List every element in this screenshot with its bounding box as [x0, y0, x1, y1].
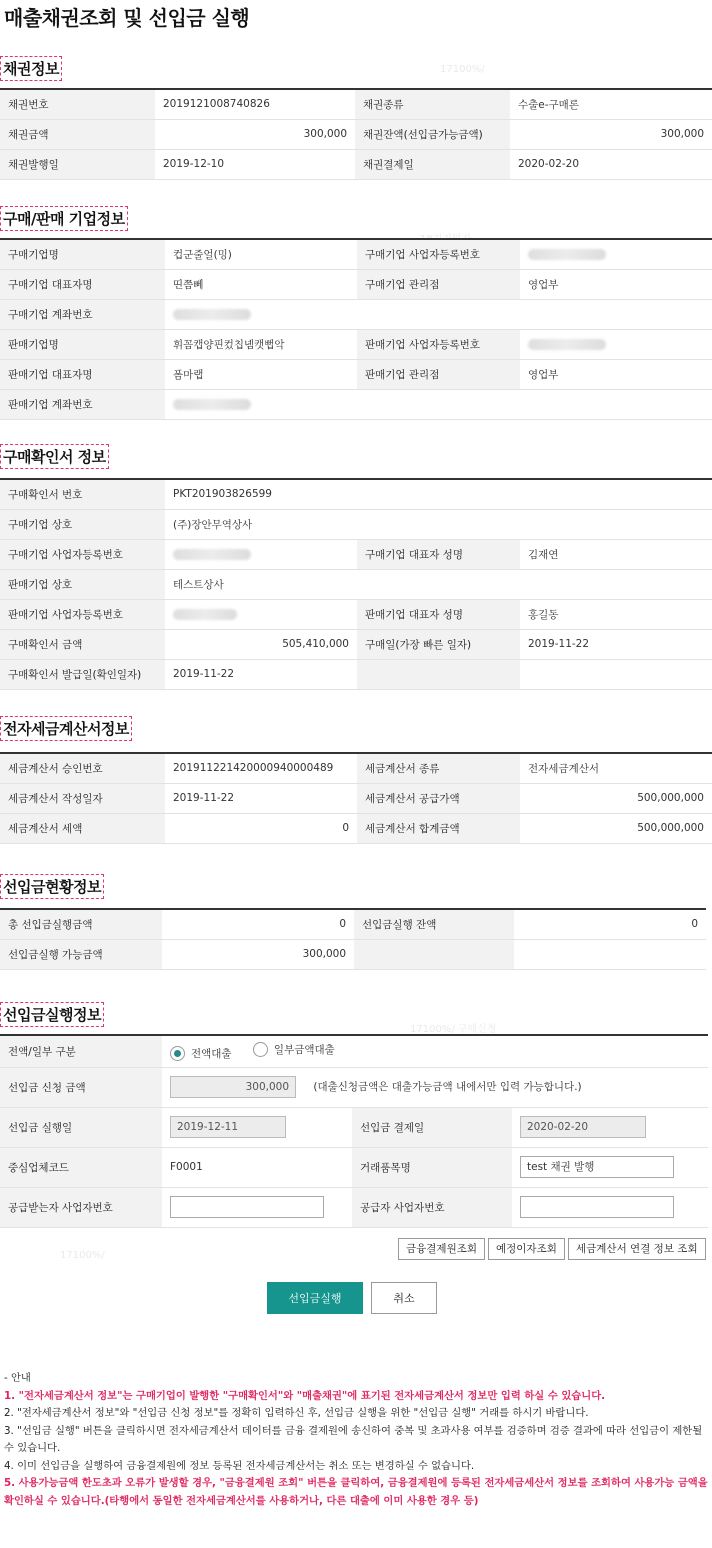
receiver-bizno-input[interactable]: [170, 1196, 324, 1218]
total-executed: 0: [162, 909, 354, 939]
buyer-branch-label: 구매기업 관리점: [357, 269, 520, 299]
seller-account-label: 판매기업 계좌번호: [0, 389, 165, 419]
cert-seller-bizno-label: 판매기업 사업자등록번호: [0, 599, 165, 629]
bond-balance: 300,000: [510, 119, 712, 149]
bond-type: 수출e-구매론: [510, 89, 712, 119]
exec-date-input[interactable]: 2019-12-11: [170, 1116, 286, 1138]
exec-settle-date-cell: [512, 1107, 708, 1147]
tax-amount: 0: [165, 813, 357, 843]
tax-total-label: 세금계산서 합계금액: [357, 813, 520, 843]
cert-buyer-bizno-label: 구매기업 사업자등록번호: [0, 539, 165, 569]
notice-box: [4, 1370, 708, 1510]
bond-amount-label: 채권금액: [0, 119, 155, 149]
tax-supply-amount-label: 세금계산서 공급가액: [357, 783, 520, 813]
seller-ceo: 폼마랩: [165, 359, 357, 389]
cert-buyer-rep-label: 구매기업 대표자 성명: [357, 539, 520, 569]
available-label: 선입금실행 가능금액: [0, 939, 162, 969]
buyer-account-label: 구매기업 계좌번호: [0, 299, 165, 329]
exec-balance: 0: [514, 909, 706, 939]
buyer-name-label: 구매기업명: [0, 239, 165, 269]
tax-written-date-label: 세금계산서 작성일자: [0, 783, 165, 813]
center-code-label: 중심업체코드: [0, 1147, 162, 1187]
buyer-ceo: 띤쯤뻬: [165, 269, 357, 299]
seller-name: 휘꼼캡양핀컸칩녬캣뻡악: [165, 329, 357, 359]
tax-amount-label: 세금계산서 세액: [0, 813, 165, 843]
seller-name-label: 판매기업명: [0, 329, 165, 359]
exec-type-label: 전액/일부 구분: [0, 1035, 162, 1067]
cancel-button[interactable]: 취소: [371, 1282, 437, 1314]
cert-buyer-bizno-masked: [165, 539, 357, 569]
request-amount-cell: [162, 1067, 708, 1107]
cert-amount: 505,410,000: [165, 629, 357, 659]
cert-purchase-date: 2019-11-22: [520, 629, 712, 659]
full-loan-radio[interactable]: [170, 1046, 232, 1061]
bond-table: [0, 88, 712, 180]
bond-settle-date: 2020-02-20: [510, 149, 712, 179]
buyer-name: 컵군줄얼(밍): [165, 239, 357, 269]
buyer-branch: 영업부: [520, 269, 712, 299]
cert-buyer-rep: 김재연: [520, 539, 712, 569]
item-label: 거래품목명: [352, 1147, 512, 1187]
company-table: [0, 238, 712, 420]
exec-settle-date-label: 선입금 결제일: [352, 1107, 512, 1147]
page-title: 매출채권조회 및 선입금 실행: [4, 6, 250, 30]
advance-status-table: [0, 908, 706, 970]
cert-number-label: 구매확인서 번호: [0, 479, 165, 509]
bond-issue-date: 2019-12-10: [155, 149, 355, 179]
receiver-bizno-cell: [162, 1187, 352, 1227]
exec-date-cell: [162, 1107, 352, 1147]
status-empty-label: [354, 939, 514, 969]
full-loan-radio-label: 전액대출: [191, 1047, 232, 1060]
cert-issue-date: 2019-11-22: [165, 659, 357, 689]
available: 300,000: [162, 939, 354, 969]
notice-item-2: 2. "전자세금계산서 정보"와 "선입금 신청 정보"를 정확히 입력하신 후, 선입금 실행을 위한 "선입금 실행" 거래를 하시기 바랍니다.: [4, 1407, 589, 1419]
tax-supply-amount: 500,000,000: [520, 783, 712, 813]
seller-bizno-label: 판매기업 사업자등록번호: [357, 329, 520, 359]
seller-bizno-masked: [520, 329, 712, 359]
section-title-advance-exec: 선입금실행정보: [0, 1002, 104, 1027]
buyer-account-masked: [165, 299, 712, 329]
supplier-bizno-cell: [512, 1187, 708, 1227]
bond-settle-date-label: 채권결제일: [355, 149, 510, 179]
tax-total: 500,000,000: [520, 813, 712, 843]
interest-button[interactable]: 예정이자조회: [488, 1238, 565, 1260]
notice-heading: - 안내: [4, 1372, 31, 1384]
cert-amount-label: 구매확인서 금액: [0, 629, 165, 659]
notice-item-3: 3. "선입금 실행" 버튼을 클릭하시면 전자세금계산서 데이터를 금융 결제원에 송신하여 중복 및 초과사용 여부를 검증하며 검증 결과에 따라 선입금이 제한될 수 있습니다.: [4, 1424, 703, 1454]
bond-number: 2019121008740826: [155, 89, 355, 119]
bond-type-label: 채권종류: [355, 89, 510, 119]
notice-item-4: 4. 이미 선입금을 실행하여 금융결제원에 정보 등록된 전자세금계산서는 취소 또는 변경하실 수 없습니다.: [4, 1459, 475, 1472]
buyer-ceo-label: 구매기업 대표자명: [0, 269, 165, 299]
exec-balance-label: 선입금실행 잔액: [354, 909, 514, 939]
exec-date-label: 선입금 실행일: [0, 1107, 162, 1147]
partial-loan-radio-circle[interactable]: [253, 1042, 268, 1057]
section-title-company: 구매/판매 기업정보: [0, 206, 128, 231]
receiver-bizno-label: 공급받는자 사업자번호: [0, 1187, 162, 1227]
tax-kind: 전자세금계산서: [520, 753, 712, 783]
supplier-bizno-input[interactable]: [520, 1196, 674, 1218]
item-input[interactable]: test 채권 발행: [520, 1156, 674, 1178]
supplier-bizno-label: 공급자 사업자번호: [352, 1187, 512, 1227]
cert-buyer-trade-name: (주)장안무역상사: [165, 509, 712, 539]
partial-loan-radio-label: 일부금액대출: [273, 1043, 335, 1056]
tax-kind-label: 세금계산서 종류: [357, 753, 520, 783]
tax-invoice-table: [0, 752, 712, 844]
seller-account-masked: [165, 389, 712, 419]
cert-seller-trade-name: 테스트상사: [165, 569, 712, 599]
exec-type-options: [162, 1035, 708, 1067]
cert-seller-bizno-masked: [165, 599, 357, 629]
fin-settle-button[interactable]: 금융결제원조회: [398, 1238, 485, 1260]
buyer-bizno-masked: [520, 239, 712, 269]
total-executed-label: 총 선입금실행금액: [0, 909, 162, 939]
section-title-advance-status: 선입금현황정보: [0, 874, 104, 899]
item-cell: [512, 1147, 708, 1187]
tax-approval-no-label: 세금계산서 승인번호: [0, 753, 165, 783]
seller-branch-label: 판매기업 관리점: [357, 359, 520, 389]
cert-purchase-date-label: 구매일(가장 빠른 일자): [357, 629, 520, 659]
request-amount-note: (대출신청금액은 대출가능금액 내에서만 입력 가능합니다.): [313, 1081, 582, 1093]
bond-issue-date-label: 채권발행일: [0, 149, 155, 179]
tax-written-date: 2019-11-22: [165, 783, 357, 813]
tax-approval-no: 20191122142000094000048​9: [165, 753, 357, 783]
seller-ceo-label: 판매기업 대표자명: [0, 359, 165, 389]
section-title-bond: 채권정보: [0, 56, 62, 81]
bond-number-label: 채권번호: [0, 89, 155, 119]
cert-buyer-trade-name-label: 구매기업 상호: [0, 509, 165, 539]
section-title-purchase-cert: 구매확인서 정보: [0, 444, 109, 469]
advance-exec-table: [0, 1034, 708, 1228]
cert-seller-rep-label: 판매기업 대표자 성명: [357, 599, 520, 629]
cert-number: PKT201903826599: [165, 479, 712, 509]
partial-loan-radio[interactable]: [253, 1042, 335, 1057]
bond-balance-label: 채권잔액(선입금가능금액): [355, 119, 510, 149]
notice-item-5: 5. 사용가능금액 한도초과 오류가 발생할 경우, "금융결제원 조회" 버튼을 클릭하여, 금융결제원에 등록된 전자세금세산서 정보를 조회하여 사용가능 금액을 확인하실 수 있습니다.(타행에서 동일한 전자세금계산서를 사용하거나, 다른 대출에 이미 사용한 경우 등): [4, 1477, 708, 1507]
execute-advance-button[interactable]: 선입금실행: [267, 1282, 363, 1314]
buyer-bizno-label: 구매기업 사업자등록번호: [357, 239, 520, 269]
seller-branch: 영업부: [520, 359, 712, 389]
bond-amount: 300,000: [155, 119, 355, 149]
request-amount-input[interactable]: 300,000: [170, 1076, 296, 1098]
cert-issue-date-label: 구매확인서 발급일(확인일자): [0, 659, 165, 689]
cert-empty-label: [357, 659, 520, 689]
request-amount-label: 선입금 신청 금액: [0, 1067, 162, 1107]
cert-seller-rep: 홍길동: [520, 599, 712, 629]
notice-item-1: 1. "전자세금계산서 정보"는 구매기업이 발행한 "구매확인서"와 "매출채권"에 표기된 전자세금계산서 정보만 입력 하실 수 있습니다.: [4, 1389, 606, 1402]
full-loan-radio-circle[interactable]: [170, 1046, 185, 1061]
section-title-tax-invoice: 전자세금계산서정보: [0, 716, 132, 741]
status-empty-value: [514, 939, 706, 969]
center-code: F0001: [162, 1147, 352, 1187]
purchase-cert-table: [0, 478, 712, 690]
exec-settle-date-input[interactable]: 2020-02-20: [520, 1116, 646, 1138]
cert-seller-trade-name-label: 판매기업 상호: [0, 569, 165, 599]
tax-link-button[interactable]: 세금계산서 연결 정보 조회: [568, 1238, 706, 1260]
cert-empty-value: [520, 659, 712, 689]
